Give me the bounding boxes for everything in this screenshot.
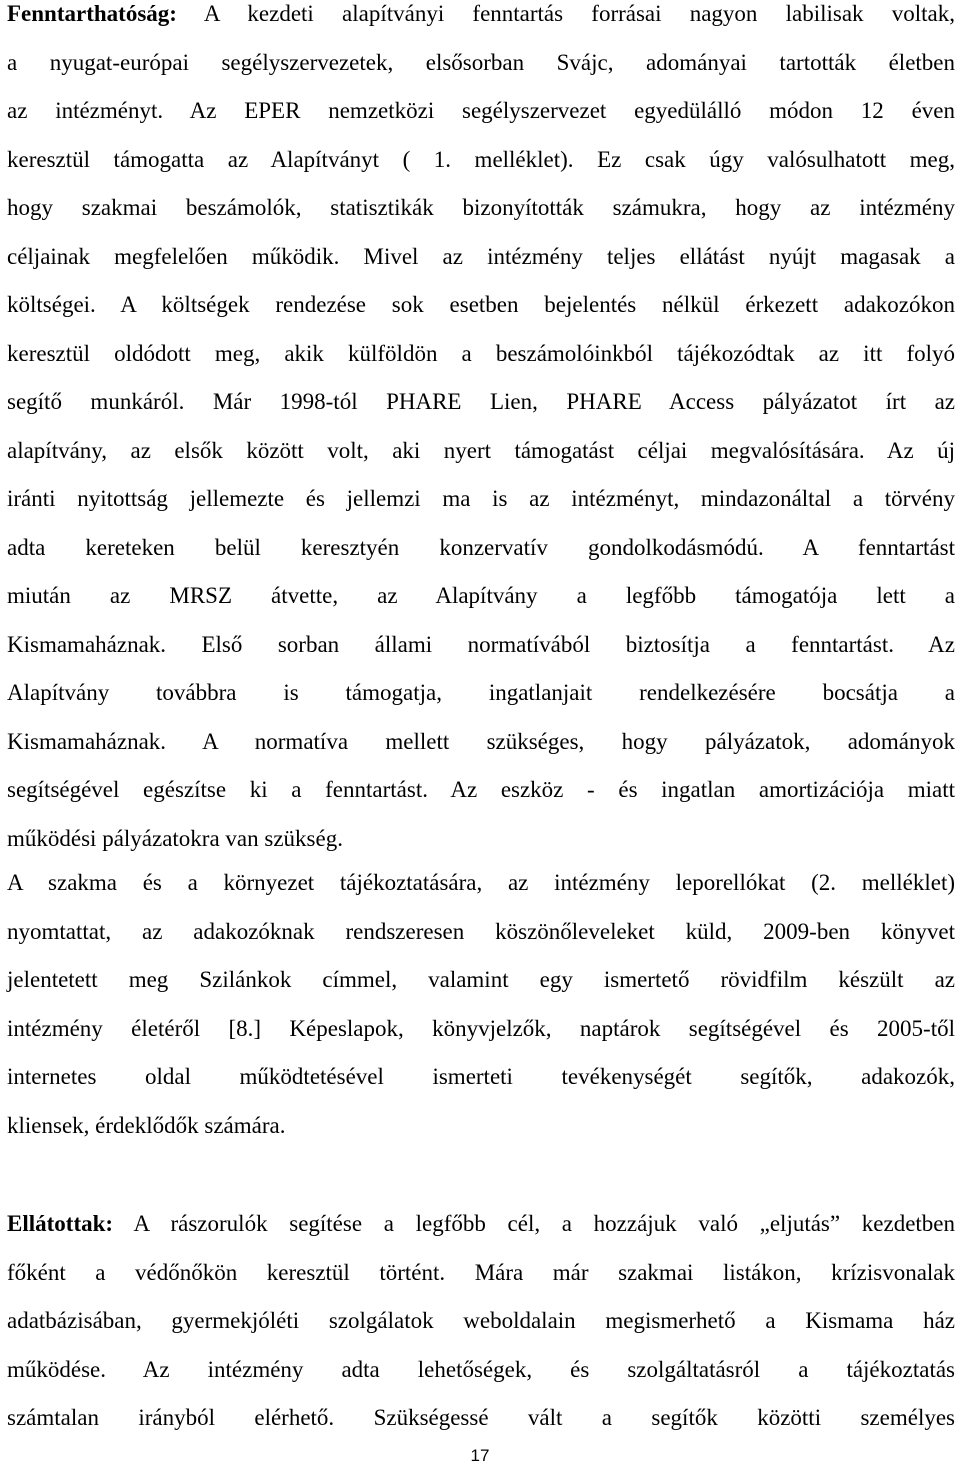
text-line: Ellátottak: A rászorulók segítése a legfőbb cél, a hozzájuk való „eljutás” kezdetben [7,1211,955,1236]
text-line: miután az MRSZ átvette, az Alapítvány a legfőbb támogatója lett a [7,583,955,608]
text-line: céljainak megfelelően működik. Mivel az intézmény teljes ellátást nyújt magasak a [7,243,955,269]
text-line: költségei. A költségek rendezése sok esetben bejelentés nélkül érkezett adakozókon [7,292,955,317]
paragraph-fenntarthatosag [7,0,955,863]
text-line: kliensek, érdeklődők számára. [7,1112,286,1138]
text-line: számtalan irányból elérhető. Szükségessé vált a segítők közötti személyes [7,1405,955,1430]
text-line: adatbázisában, gyermekjóléti szolgálatok weboldalain megismerhető a Kismama ház [7,1308,955,1333]
text-line: Fenntarthatóság: A kezdeti alapítványi fenntartás forrásai nagyon labilisak voltak, [7,1,955,26]
text-line: működése. Az intézmény adta lehetőségek, és szolgáltatásról a tájékoztatás [7,1356,955,1382]
text-line: Alapítvány továbbra is támogatja, ingatlanjait rendelkezésére bocsátja a [7,680,955,705]
text-line: intézmény életéről [8.] Képeslapok, könyvjelzők, naptárok segítségével és 2005-től [7,1015,955,1041]
text-line: az intézményt. Az EPER nemzetközi segélyszervezet egyedülálló módon 12 éven [7,98,955,123]
text-line: a nyugat-európai segélyszervezetek, elsősorban Svájc, adományai tartották életben [7,49,955,75]
text-line: jelentetett meg Szilánkok címmel, valamint egy ismertető rövidfilm készült az [7,967,955,992]
text-line: keresztül oldódott meg, akik külföldön a beszámolóinkból tájékozódtak az itt folyó [7,340,955,366]
text-line: segítségével egészítse ki a fenntartást. Az eszköz - és ingatlan amortizációja miatt [7,777,955,802]
text-line: működési pályázatokra van szükség. [7,825,343,851]
text-line: iránti nyitottság jellemezte és jellemzi ma is az intézményt, mindazonáltal a törvény [7,486,955,511]
text-line: adta kereteken belül keresztyén konzervatív gondolkodásmódú. A fenntartást [7,534,955,560]
text-line: segítő munkáról. Már 1998-tól PHARE Lien, PHARE Access pályázatot írt az [7,389,955,414]
text-line: Kismamaháznak. Első sorban állami normatívából biztosítja a fenntartást. Az [7,631,955,657]
section-heading-ellatottak: Ellátottak: [7,1211,114,1236]
text-line: A szakma és a környezet tájékoztatására, az intézmény leporellókat (2. melléklet) [7,870,955,895]
text-line: internetes oldal működtetésével ismerteti tevékenységét segítők, adakozók, [7,1064,955,1089]
page-number: 17 [470,1446,490,1465]
paragraph-tajekoztatas [7,859,955,1150]
section-heading-fenntarthatosag: Fenntarthatóság: [7,1,177,26]
text-line: alapítvány, az elsők között volt, aki nyert támogatást céljai megvalósítására. Az új [7,437,955,463]
text-line: keresztül támogatta az Alapítványt ( 1. melléklet). Ez csak úgy valósulhatott meg, [7,146,955,172]
text-line: nyomtattat, az adakozóknak rendszeresen köszönőleveleket küld, 2009-ben könyvet [7,918,955,944]
text-line: hogy szakmai beszámolók, statisztikák bizonyították számukra, hogy az intézmény [7,195,955,220]
text-line: Kismamaháznak. A normatíva mellett szükséges, hogy pályázatok, adományok [7,728,955,754]
text-line: főként a védőnőkön keresztül történt. Mára már szakmai listákon, krízisvonalak [7,1259,955,1285]
paragraph-ellatottak [7,1200,955,1443]
